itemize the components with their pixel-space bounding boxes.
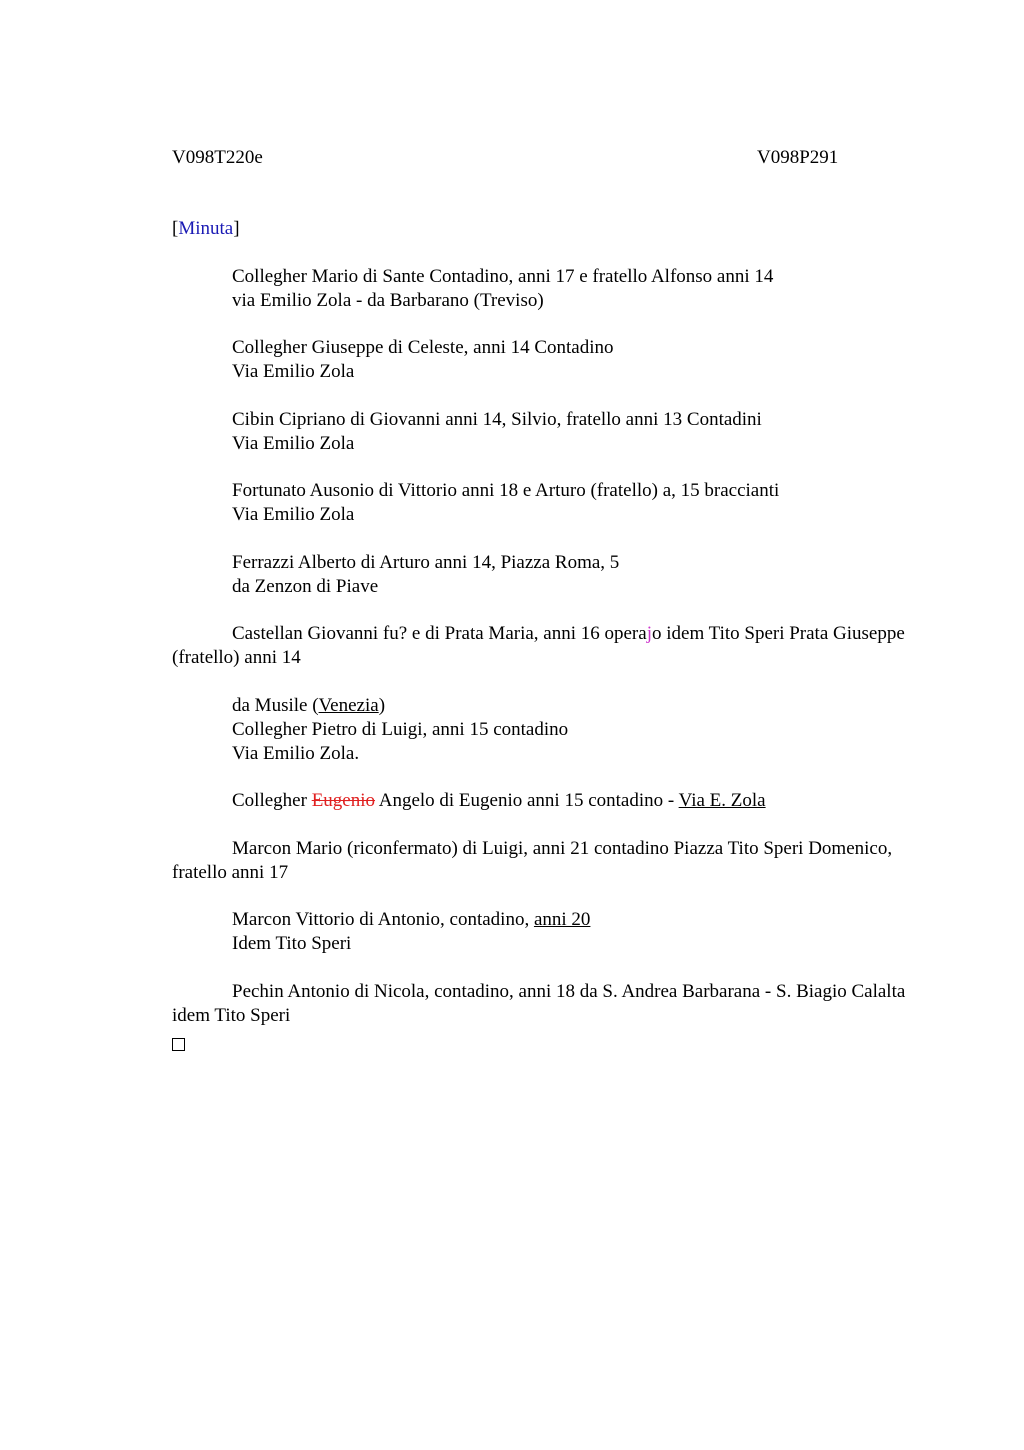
- entry-castellan-giovanni: [172, 622, 912, 670]
- document-code-right: V098P291: [757, 147, 839, 168]
- minuta-heading: [172, 217, 912, 241]
- entry-line: da Zenzon di Piave: [232, 575, 379, 597]
- heading-close-bracket: ]: [233, 218, 240, 239]
- entry-text: da Musile (: [232, 694, 319, 716]
- entry-text: Collegher: [232, 790, 312, 811]
- entry-collegher-mario: [172, 265, 912, 313]
- entry-collegher-pietro: [172, 694, 912, 766]
- entry-line: Fortunato Ausonio di Vittorio anni 18 e Arturo (fratello) a, 15 braccianti: [232, 480, 780, 501]
- entry-text: ): [378, 694, 386, 716]
- entry-marcon-vittorio: [172, 908, 912, 956]
- inserted-letter: j: [646, 623, 652, 644]
- entry-line: Collegher Pietro di Luigi, anni 15 contadino: [232, 718, 569, 740]
- entry-line: [172, 908, 912, 932]
- entry-line: Collegher Giuseppe di Celeste, anni 14 Contadino: [232, 337, 614, 358]
- entry-collegher-giuseppe: [172, 336, 912, 384]
- entry-pechin-antonio: Pechin Antonio di Nicola, contadino, anni 18 da S. Andrea Barbarana - S. Biagio Calalta idem Tito Speri: [172, 980, 906, 1026]
- entry-fortunato-ausonio: [172, 479, 912, 527]
- minuta-label: Minuta: [178, 218, 234, 239]
- entry-text: Angelo di Eugenio anni 15 contadino -: [375, 790, 679, 811]
- entry-text: o idem Tito Speri Prata Giuseppe (fratello) anni 14: [172, 623, 905, 668]
- underlined-age: anni 20: [533, 909, 591, 930]
- entry-collegher-angelo: [172, 789, 912, 813]
- entry-line: Ferrazzi Alberto di Arturo anni 14, Piazza Roma, 5: [232, 551, 620, 573]
- struck-name: Eugenio: [311, 790, 376, 811]
- entry-line: Via Emilio Zola.: [232, 742, 360, 764]
- entry-line: Via Emilio Zola: [232, 361, 355, 382]
- end-marker: [172, 1032, 912, 1056]
- entry-text: Marcon Vittorio di Antonio, contadino,: [232, 909, 534, 930]
- entry-ferrazzi-alberto: [172, 551, 912, 599]
- entry-line: via Emilio Zola - da Barbarano (Treviso): [232, 289, 544, 311]
- entry-line: Collegher Mario di Sante Contadino, anni 17 e fratello Alfonso anni 14: [232, 265, 774, 287]
- document-body: [172, 217, 912, 1056]
- entry-line: Cibin Cipriano di Giovanni anni 14, Silvio, fratello anni 13 Contadini: [232, 408, 762, 430]
- underlined-address: Via E. Zola: [678, 790, 766, 811]
- entry-line: Via Emilio Zola: [232, 432, 355, 454]
- entry-line: Via Emilio Zola: [232, 504, 355, 525]
- heading-open-bracket: [: [172, 218, 179, 239]
- entry-line: [172, 694, 912, 718]
- underlined-place: Venezia: [318, 694, 379, 716]
- entry-text: Castellan Giovanni fu? e di Prata Maria, anni 16 opera: [232, 623, 647, 644]
- entry-marcon-mario: Marcon Mario (riconfermato) di Luigi, anni 21 contadino Piazza Tito Speri Domenico, fratello anni 17: [172, 837, 893, 883]
- entry-cibin-cipriano: [172, 408, 912, 456]
- document-code-left: V098T220e: [172, 147, 263, 168]
- empty-box-icon: [172, 1038, 185, 1051]
- entry-line: Idem Tito Speri: [232, 933, 352, 954]
